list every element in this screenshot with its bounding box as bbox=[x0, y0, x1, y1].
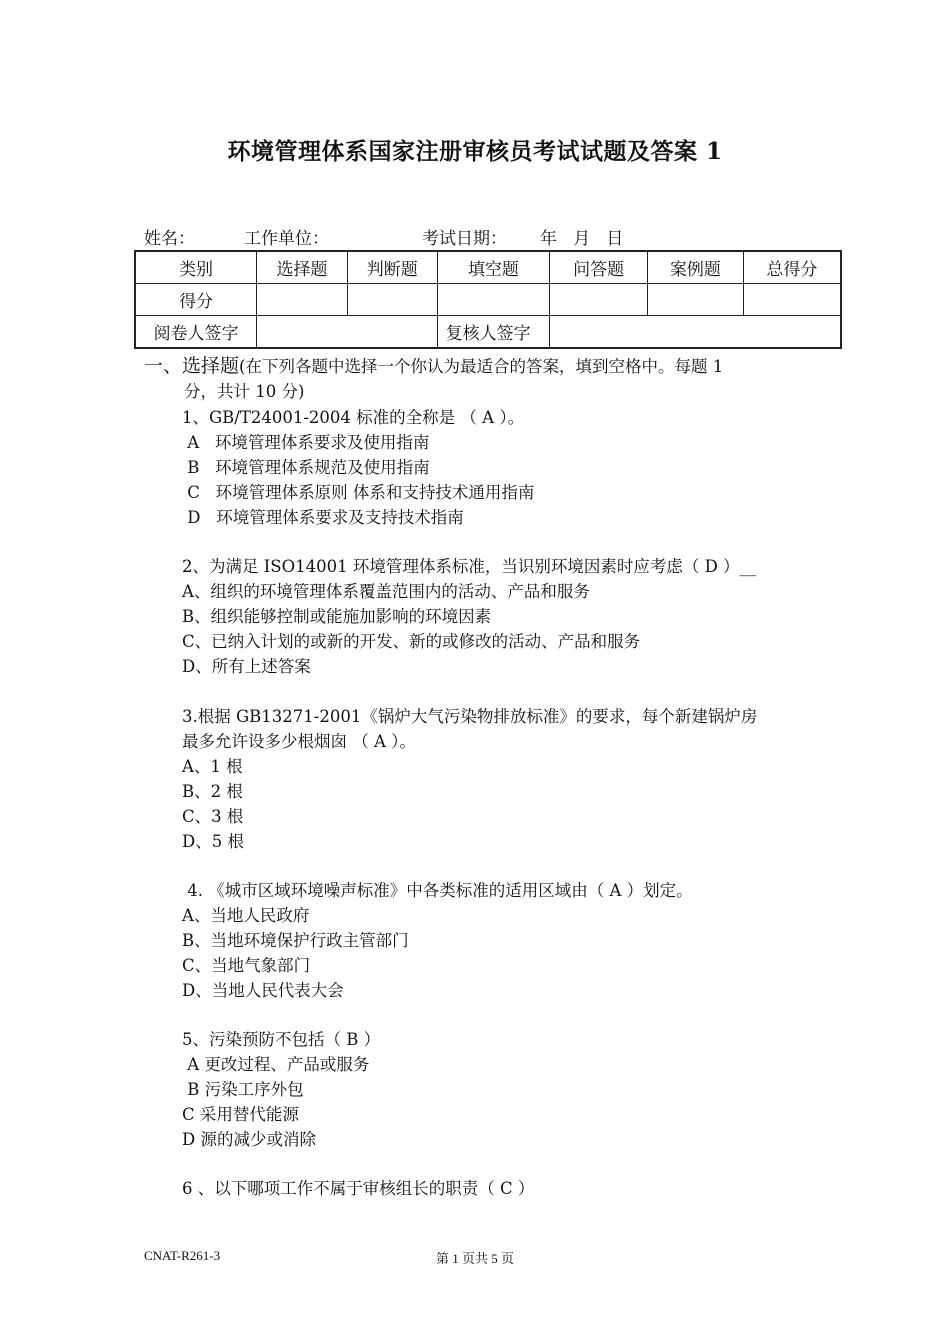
grader-signature-cell[interactable] bbox=[257, 316, 437, 349]
question-5-option-d: D 源的减少或消除 bbox=[182, 1130, 316, 1149]
reviewer-label: 复核人签字 bbox=[437, 316, 550, 349]
score-row bbox=[135, 284, 841, 316]
header-fill-blank: 填空题 bbox=[437, 251, 550, 284]
question-5-option-b: B 污染工序外包 bbox=[182, 1080, 304, 1099]
question-4-option-c: C、当地气象部门 bbox=[182, 956, 311, 975]
question-2-option-b: B、组织能够控制或能施加影响的环境因素 bbox=[182, 607, 492, 626]
question-4-stem: 4. 《城市区域环境噪声标准》中各类标准的适用区域由（ A ）划定。 bbox=[182, 881, 693, 900]
question-5-stem: 5、污染预防不包括（ B ） bbox=[182, 1030, 381, 1049]
name-label: 姓名： bbox=[144, 229, 195, 249]
section-heading-line bbox=[144, 354, 824, 380]
score-table-header-row bbox=[135, 251, 841, 284]
question-2-option-a: A、组织的环境管理体系覆盖范围内的活动、产品和服务 bbox=[182, 582, 590, 601]
score-cell-fill-blank[interactable] bbox=[437, 284, 550, 316]
reviewer-signature-cell[interactable] bbox=[550, 316, 841, 349]
exam-date-label: 考试日期： bbox=[422, 229, 507, 249]
footer-doc-code: CNAT-R261-3 bbox=[144, 1248, 221, 1263]
question-3-stem-line-2: 最多允许设多少根烟囱 （ A ）。 bbox=[182, 732, 416, 751]
question-1-option-d: D 环境管理体系要求及支持技术指南 bbox=[182, 508, 464, 527]
header-case: 案例题 bbox=[648, 251, 744, 284]
question-3-option-d: D、5 根 bbox=[182, 832, 244, 851]
section-instructions-1: (在下列各题中选择一个你认为最适合的答案，填到空格中。每题 1 bbox=[239, 357, 724, 376]
question-5-option-c: C 采用替代能源 bbox=[182, 1105, 299, 1124]
score-cell-case[interactable] bbox=[648, 284, 744, 316]
exam-date-fields: 年 月 日 bbox=[540, 229, 624, 249]
question-2-option-d: D、所有上述答案 bbox=[182, 657, 311, 676]
header-choice: 选择题 bbox=[257, 251, 348, 284]
question-6-stem: 6 、以下哪项工作不属于审核组长的职责（ C ） bbox=[182, 1179, 535, 1198]
score-table bbox=[134, 250, 842, 349]
section-heading: 一、选择题 bbox=[144, 355, 240, 377]
question-1-option-c: C 环境管理体系原则 体系和支持技术通用指南 bbox=[182, 483, 535, 502]
question-3-option-c: C、3 根 bbox=[182, 807, 244, 826]
section-choice bbox=[144, 354, 824, 405]
question-4-option-a: A、当地人民政府 bbox=[182, 906, 310, 925]
header-category: 类别 bbox=[135, 251, 257, 284]
question-3-option-a: A、1 根 bbox=[182, 757, 243, 776]
score-cell-total[interactable] bbox=[743, 284, 841, 316]
question-2-stem: 2、为满足 ISO14001 环境管理体系标准，当识别环境因素时应考虑（ D ）__ bbox=[182, 557, 757, 576]
question-5-option-a: A 更改过程、产品或服务 bbox=[182, 1055, 370, 1074]
question-1-option-b: B 环境管理体系规范及使用指南 bbox=[182, 458, 430, 477]
score-cell-qa[interactable] bbox=[550, 284, 648, 316]
work-unit-label: 工作单位： bbox=[244, 229, 329, 249]
question-4-option-b: B、当地环境保护行政主管部门 bbox=[182, 931, 409, 950]
question-3-stem-line-1: 3.根据 GB13271-2001《锅炉大气污染物排放标准》的要求，每个新建锅炉房 bbox=[182, 707, 758, 726]
header-judgement: 判断题 bbox=[347, 251, 437, 284]
header-total: 总得分 bbox=[743, 251, 841, 284]
question-1-option-a: A 环境管理体系要求及使用指南 bbox=[182, 433, 430, 452]
question-4-option-d: D、当地人民代表大会 bbox=[182, 981, 344, 1000]
section-instructions-2: 分，共计 10 分) bbox=[184, 381, 305, 401]
question-3-option-b: B、2 根 bbox=[182, 782, 243, 801]
score-cell-choice[interactable] bbox=[257, 284, 348, 316]
question-2-option-c: C、已纳入计划的或新的开发、新的或修改的活动、产品和服务 bbox=[182, 632, 641, 651]
signature-row bbox=[135, 316, 841, 349]
score-cell-judgement[interactable] bbox=[347, 284, 437, 316]
footer-page-info: 第 1 页共 5 页 bbox=[435, 1251, 514, 1266]
page-title: 环境管理体系国家注册审核员考试试题及答案 1 bbox=[227, 138, 723, 165]
header-qa: 问答题 bbox=[550, 251, 648, 284]
question-1-stem: 1、GB/T24001-2004 标准的全称是 （ A ）。 bbox=[182, 408, 525, 427]
score-label: 得分 bbox=[135, 284, 257, 316]
grader-label: 阅卷人签字 bbox=[135, 316, 257, 349]
